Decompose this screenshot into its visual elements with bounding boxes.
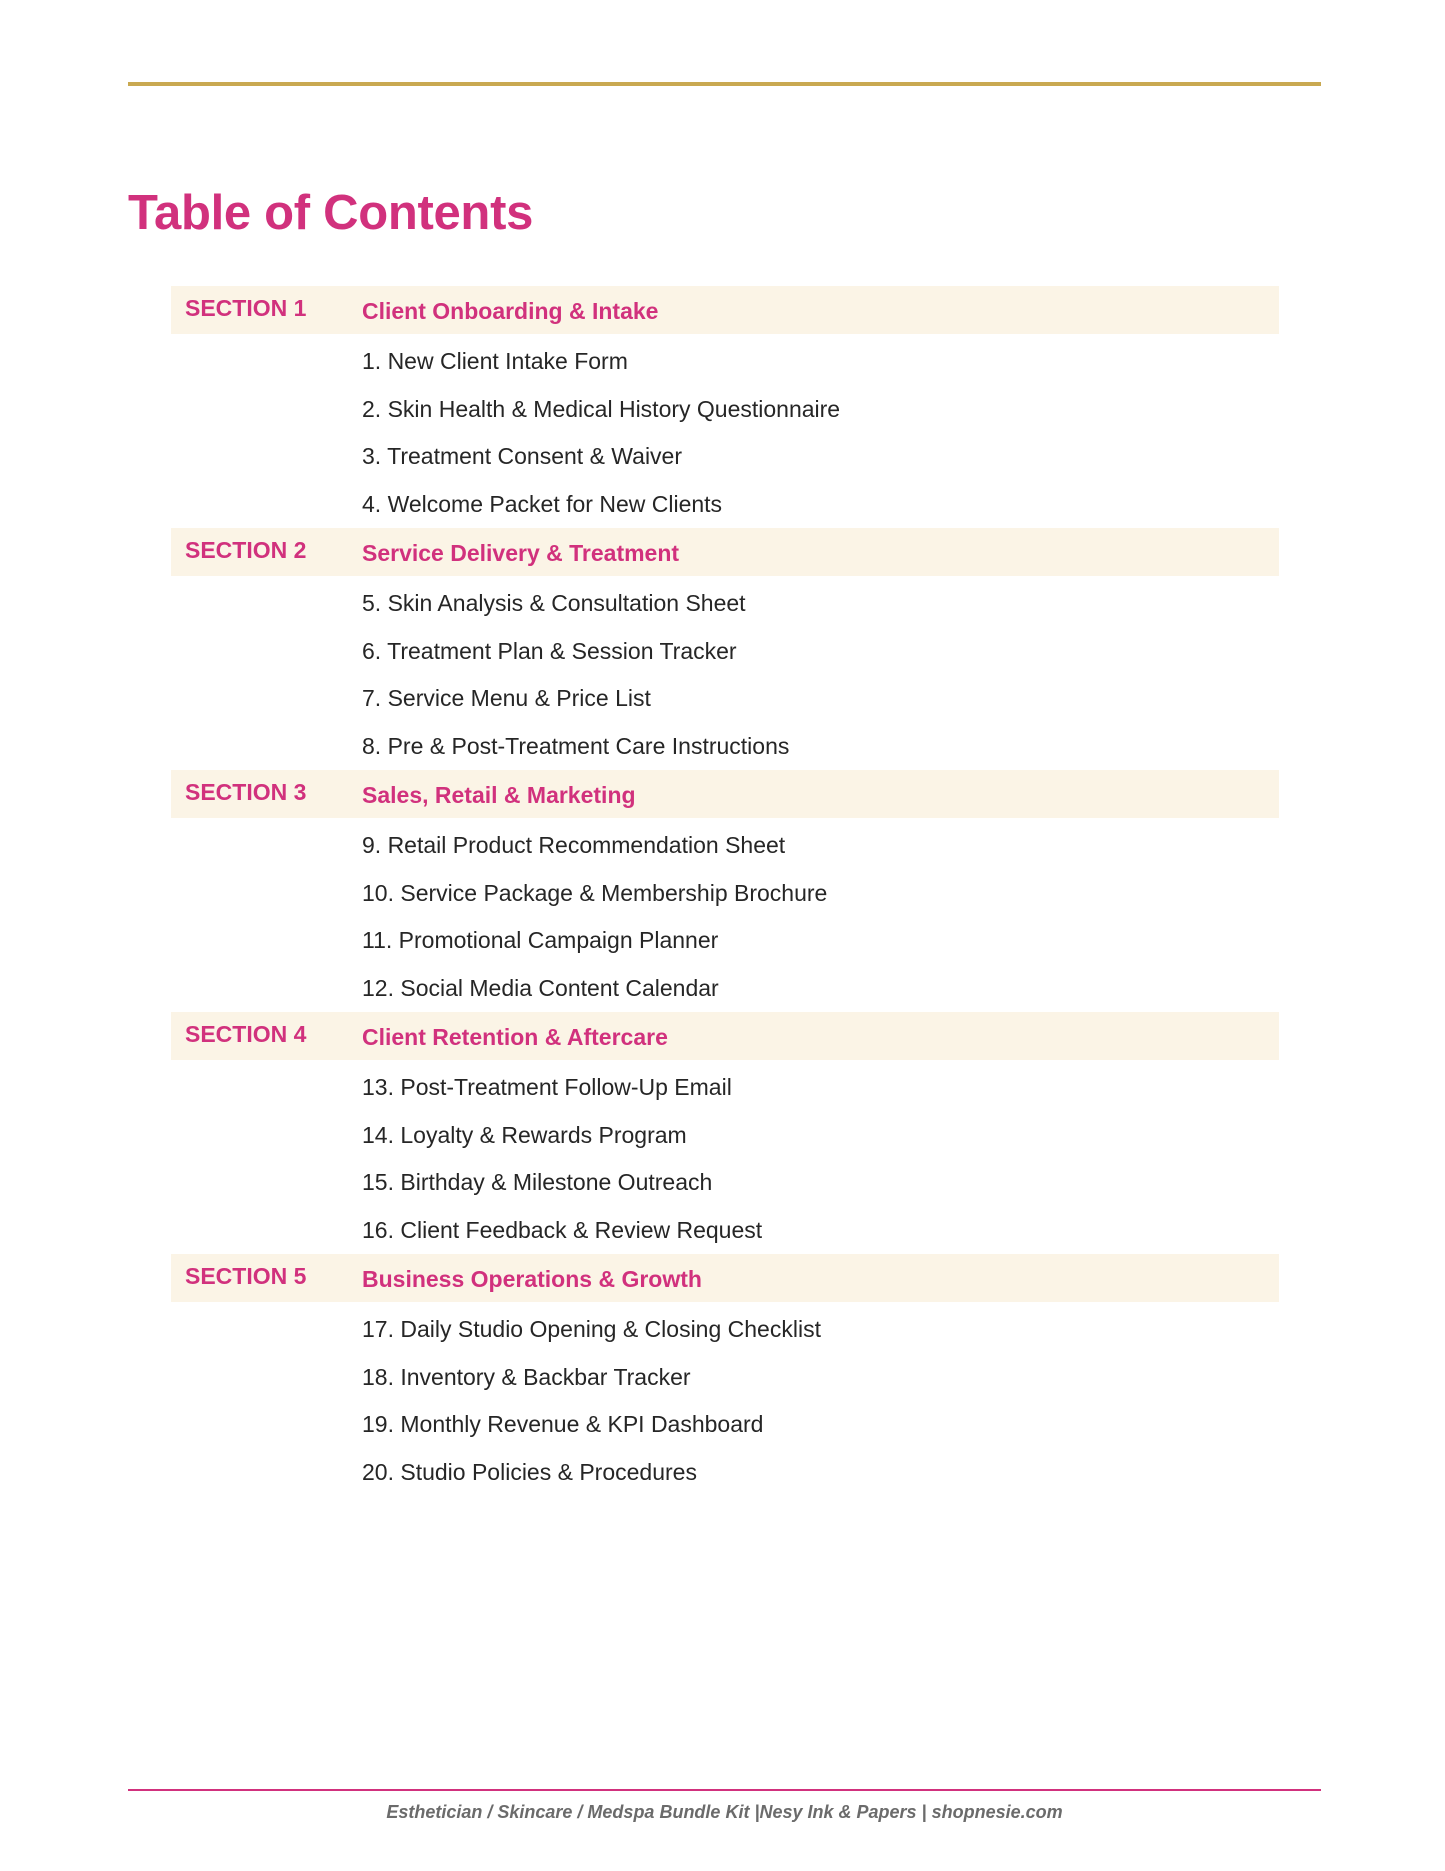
toc-item[interactable]: 8. Pre & Post-Treatment Care Instructions [362,732,790,759]
section-title: Client Onboarding & Intake [362,298,659,324]
toc-item[interactable]: 15. Birthday & Milestone Outreach [362,1169,713,1195]
toc-section-2 [171,528,1279,770]
page-title: Table of Contents [128,186,534,240]
section-title: Service Delivery & Treatment [362,540,680,566]
toc-item[interactable]: 6. Treatment Plan & Session Tracker [362,637,737,664]
toc-item[interactable]: 16. Client Feedback & Review Request [362,1216,763,1243]
table-of-contents [171,286,1279,1496]
toc-item[interactable]: 19. Monthly Revenue & KPI Dashboard [362,1411,764,1437]
section-header[interactable] [171,770,1279,818]
toc-item[interactable]: 2. Skin Health & Medical History Questionnaire [362,395,841,422]
top-divider [128,82,1321,86]
toc-item[interactable]: 10. Service Package & Membership Brochure [362,879,828,906]
section-title: Client Retention & Aftercare [362,1024,668,1050]
section-number: SECTION 2 [185,537,307,563]
toc-item[interactable]: 4. Welcome Packet for New Clients [362,490,723,517]
section-number: SECTION 5 [185,1263,307,1289]
section-title: Sales, Retail & Marketing [362,782,636,808]
toc-item[interactable]: 9. Retail Product Recommendation Sheet [362,832,786,858]
section-header[interactable] [171,1012,1279,1060]
toc-item[interactable]: 20. Studio Policies & Procedures [362,1458,697,1485]
section-item-list [171,818,1279,1012]
section-header[interactable] [171,286,1279,334]
toc-section-3 [171,770,1279,1012]
section-item-list [171,576,1279,770]
section-header[interactable] [171,1254,1279,1302]
section-number: SECTION 4 [185,1021,307,1047]
footer-divider [128,1789,1321,1791]
toc-item[interactable]: 18. Inventory & Backbar Tracker [362,1363,691,1390]
toc-section-5 [171,1254,1279,1496]
section-title: Business Operations & Growth [362,1266,702,1292]
toc-item[interactable]: 13. Post-Treatment Follow-Up Email [362,1074,732,1100]
toc-item[interactable]: 14. Loyalty & Rewards Program [362,1121,687,1148]
section-number: SECTION 1 [185,295,307,321]
toc-item[interactable]: 7. Service Menu & Price List [362,685,651,711]
section-number: SECTION 3 [185,779,307,805]
page-footer: Esthetician / Skincare / Medspa Bundle Kit |Nesy Ink & Papers | shopnesie.com [386,1802,1063,1822]
toc-section-4 [171,1012,1279,1254]
toc-item[interactable]: 17. Daily Studio Opening & Closing Checklist [362,1316,821,1342]
toc-section-1 [171,286,1279,528]
section-item-list [171,334,1279,528]
toc-item[interactable]: 3. Treatment Consent & Waiver [362,443,683,469]
toc-item[interactable]: 11. Promotional Campaign Planner [362,927,719,953]
toc-item[interactable]: 1. New Client Intake Form [362,348,628,374]
toc-item[interactable]: 5. Skin Analysis & Consultation Sheet [362,590,746,616]
section-header[interactable] [171,528,1279,576]
toc-item[interactable]: 12. Social Media Content Calendar [362,974,719,1001]
section-item-list [171,1060,1279,1254]
section-item-list [171,1302,1279,1496]
